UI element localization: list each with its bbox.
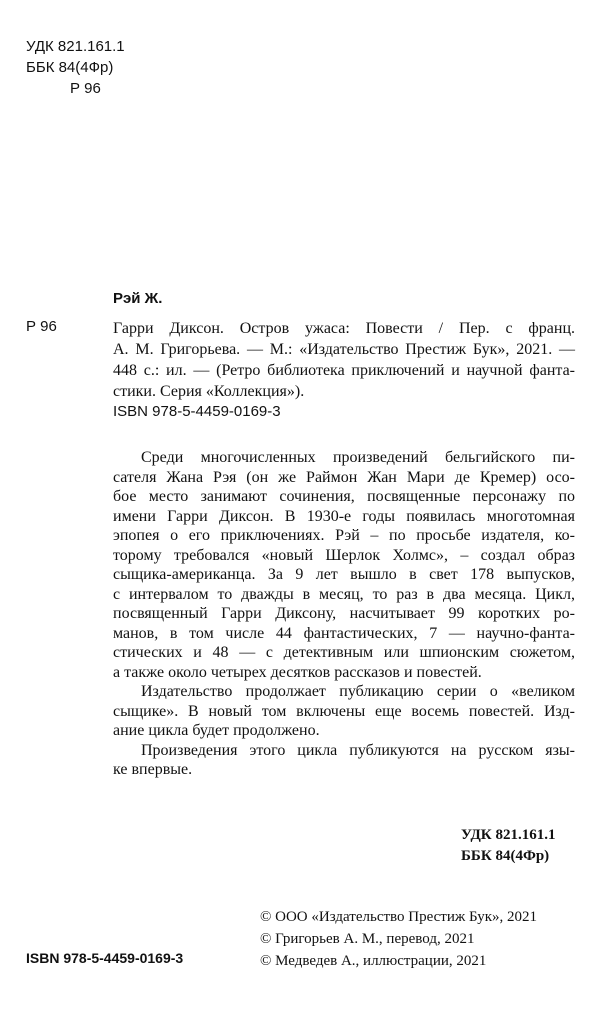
annotation-line: бое место занимают сочинения, посвященные персонажу по xyxy=(113,488,575,505)
annotation-line: торому требовался «новый Шерлок Холмс», – создал образ xyxy=(113,546,575,564)
annotation-line: эпопея о его приключениях. Рэй – по просьбе издателя, ко- xyxy=(113,527,575,544)
annotation-line: Издательство продолжает публикацию серии о «великом xyxy=(141,683,575,700)
annotation xyxy=(113,448,575,780)
bottom-classification-block xyxy=(461,825,555,867)
annotation-line: Среди многочисленных произведений бельгийского пи- xyxy=(141,449,575,466)
biblio-line: стики. Серия «Коллекция»). xyxy=(113,383,305,400)
annotation-line: имени Гарри Диксон. В 1930-е годы появилась многотомная xyxy=(113,507,575,525)
annotation-line: стических и 48 — с детективным или шпионским сюжетом, xyxy=(113,644,575,661)
author-heading: Рэй Ж. xyxy=(113,290,163,307)
annotation-line: сателя Жана Рэя (он же Раймон Жан Мари де Кремер) осо- xyxy=(113,468,575,486)
annotation-line: с интервалом то дважды в месяц, то раз в два месяца. Цикл, xyxy=(113,585,575,603)
annotation-line: манов, в том числе 44 фантастических, 7 — научно-фанта- xyxy=(113,624,575,642)
copyright-block xyxy=(260,906,537,972)
bibliographic-description xyxy=(113,318,575,402)
isbn-bottom: ISBN 978-5-4459-0169-3 xyxy=(26,950,184,966)
copyright-line: © Григорьев А. М., перевод, 2021 xyxy=(260,931,475,947)
bbk-code: ББК 84(4Фр) xyxy=(26,59,114,76)
bottom-udk-code: УДК 821.161.1 xyxy=(461,827,556,843)
margin-cutter-code: Р 96 xyxy=(26,318,57,335)
classification-block xyxy=(26,36,125,99)
biblio-line: 448 с.: ил. — (Ретро библиотека приключений и научной фанта- xyxy=(113,362,575,379)
annotation-line: а также около четырех десятков рассказов и повестей. xyxy=(113,663,482,681)
bottom-bbk-code: ББК 84(4Фр) xyxy=(461,848,550,864)
annotation-line: ке впервые. xyxy=(113,761,193,778)
author-cutter-code: Р 96 xyxy=(70,80,101,97)
copyright-line: © Медведев А., иллюстрации, 2021 xyxy=(260,953,487,969)
udk-code: УДК 821.161.1 xyxy=(26,38,125,55)
isbn-top: ISBN 978-5-4459-0169-3 xyxy=(113,403,281,420)
annotation-line: ание цикла будет продолжено. xyxy=(113,722,320,739)
annotation-line: сыщика-американца. За 9 лет вышло в свет 178 выпусков, xyxy=(113,566,575,583)
annotation-line: Произведения этого цикла публикуются на русском язы- xyxy=(141,741,575,759)
biblio-line: Гарри Диксон. Остров ужаса: Повести / Пер. с франц. xyxy=(113,320,575,337)
annotation-line: сыщике». В новый том включены еще восемь повестей. Изд- xyxy=(113,702,575,720)
copyright-line: © ООО «Издательство Престиж Бук», 2021 xyxy=(260,909,538,925)
annotation-line: посвященный Гарри Диксону, насчитывает 99 коротких ро- xyxy=(113,605,575,622)
biblio-line: А. М. Григорьева. — М.: «Издательство Престиж Бук», 2021. — xyxy=(113,341,575,358)
